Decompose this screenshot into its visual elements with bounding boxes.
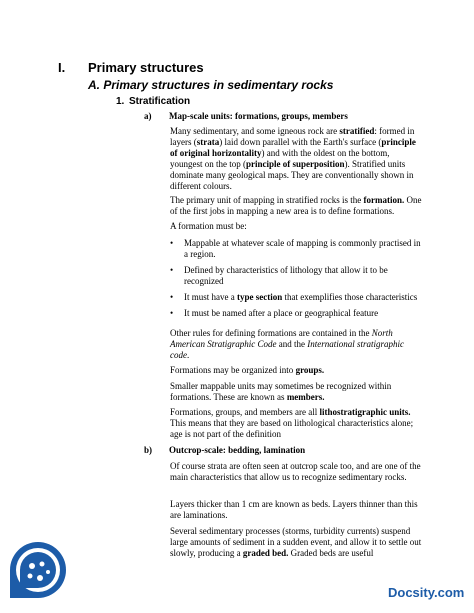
docsity-brand-link[interactable]: Docsity.com: [388, 585, 465, 600]
subheading-title: Outcrop-scale: bedding, lamination: [169, 445, 306, 455]
text-run: : formed in layers (: [170, 126, 415, 147]
subheading-map-scale: [144, 111, 348, 121]
term-lithostratigraphic-units: lithostratigraphic units.: [319, 407, 411, 417]
paragraph-beds: Layers thicker than 1 cm are known as beds. Layers thinner than this are laminations.: [170, 499, 418, 520]
text-run: Many sedimentary, and some igneous rock are: [170, 126, 340, 136]
text-run: ) laid down parallel with the Earth's surface (: [219, 137, 382, 147]
formation-criteria-list: [170, 238, 422, 324]
bullet-icon: •: [170, 265, 174, 275]
subheading-title: Map-scale units: formations, groups, members: [169, 111, 348, 121]
section-roman-numeral: I.: [58, 60, 66, 75]
text-run: ) and with the oldest on the bottom, youngest on the top (: [170, 148, 390, 169]
text-run: This means that they are based on lithological characteristics alone; age is not part of the definition: [170, 418, 414, 439]
term-graded-bed: graded bed.: [242, 548, 289, 558]
list-item: [170, 308, 422, 319]
citation-international-code: International stratigraphic code: [170, 339, 404, 360]
paragraph-lithostratigraphic: [170, 407, 422, 440]
bullet-icon: •: [170, 238, 174, 248]
section-title: Stratification: [129, 96, 191, 107]
list-item-text: It must be named after a place or geographical feature: [184, 308, 379, 318]
list-item-text: It must have a: [184, 292, 237, 302]
list-item-text: Mappable at whatever scale of mapping is commonly practised in a region.: [184, 238, 421, 259]
text-run: Formations may be organized into: [170, 365, 296, 375]
paragraph-graded-bed: [170, 526, 422, 559]
text-run: The primary unit of mapping in stratified rocks is the: [170, 195, 364, 205]
term-superposition: principle of superposition: [246, 159, 345, 169]
list-item: [170, 292, 422, 303]
text-run: ). Stratified units dominate many geological maps. They are conventionally shown in different colours.: [170, 159, 414, 191]
bullet-icon: •: [170, 308, 174, 318]
bullet-icon: •: [170, 292, 174, 302]
term-members: members.: [286, 392, 325, 402]
list-item: [170, 238, 422, 260]
term-type-section: type section: [237, 292, 283, 302]
docsity-logo-icon: [6, 534, 70, 606]
list-item: [170, 265, 422, 287]
text-run: Graded beds are useful: [288, 548, 374, 558]
text-run: One of the first jobs in mapping a new area is to define formations.: [170, 195, 422, 216]
subheading-letter: b): [144, 445, 153, 455]
section-number: 1.: [116, 96, 125, 107]
term-formation: formation.: [363, 195, 405, 205]
list-item-text: that exemplifies those characteristics: [282, 292, 418, 302]
text-run: Formations, groups, and members are all: [170, 407, 320, 417]
paragraph-groups: [170, 365, 422, 376]
paragraph-formation-must-be: A formation must be:: [170, 221, 247, 231]
subheading-outcrop-scale: [144, 445, 305, 455]
citation-nasc: North American Stratigraphic Code: [170, 328, 393, 349]
paragraph-outcrop: Of course strata are often seen at outcrop scale too, and are one of the main characteristics that allow us to recognize sedimentary rocks.: [170, 461, 421, 482]
text-run: .: [187, 350, 190, 360]
paragraph-members: [170, 381, 422, 403]
text-run: Several sedimentary processes (storms, turbidity currents) suspend large amounts of sediment in a sudden event, and allow it to settle out slowly, producing a: [170, 526, 422, 558]
text-run: Other rules for defining formations are contained in the: [170, 328, 372, 338]
text-run: and the: [276, 339, 308, 349]
page-subtitle: A. Primary structures in sedimentary rocks: [88, 78, 334, 92]
page-title: Primary structures: [88, 60, 204, 75]
paragraph-other-rules: [170, 328, 422, 361]
term-stratified: stratified: [339, 126, 375, 136]
paragraph-stratified: [170, 126, 422, 192]
term-original-horizontality: principle of original horizontality: [170, 137, 416, 158]
list-item-text: Defined by characteristics of lithology that allow it to be recognized: [184, 265, 388, 286]
text-run: Smaller mappable units may sometimes be recognized within formations. These are known as: [170, 381, 392, 402]
term-groups: groups.: [295, 365, 325, 375]
subheading-letter: a): [144, 111, 152, 121]
term-strata: strata: [196, 137, 220, 147]
paragraph-formation: [170, 195, 422, 217]
